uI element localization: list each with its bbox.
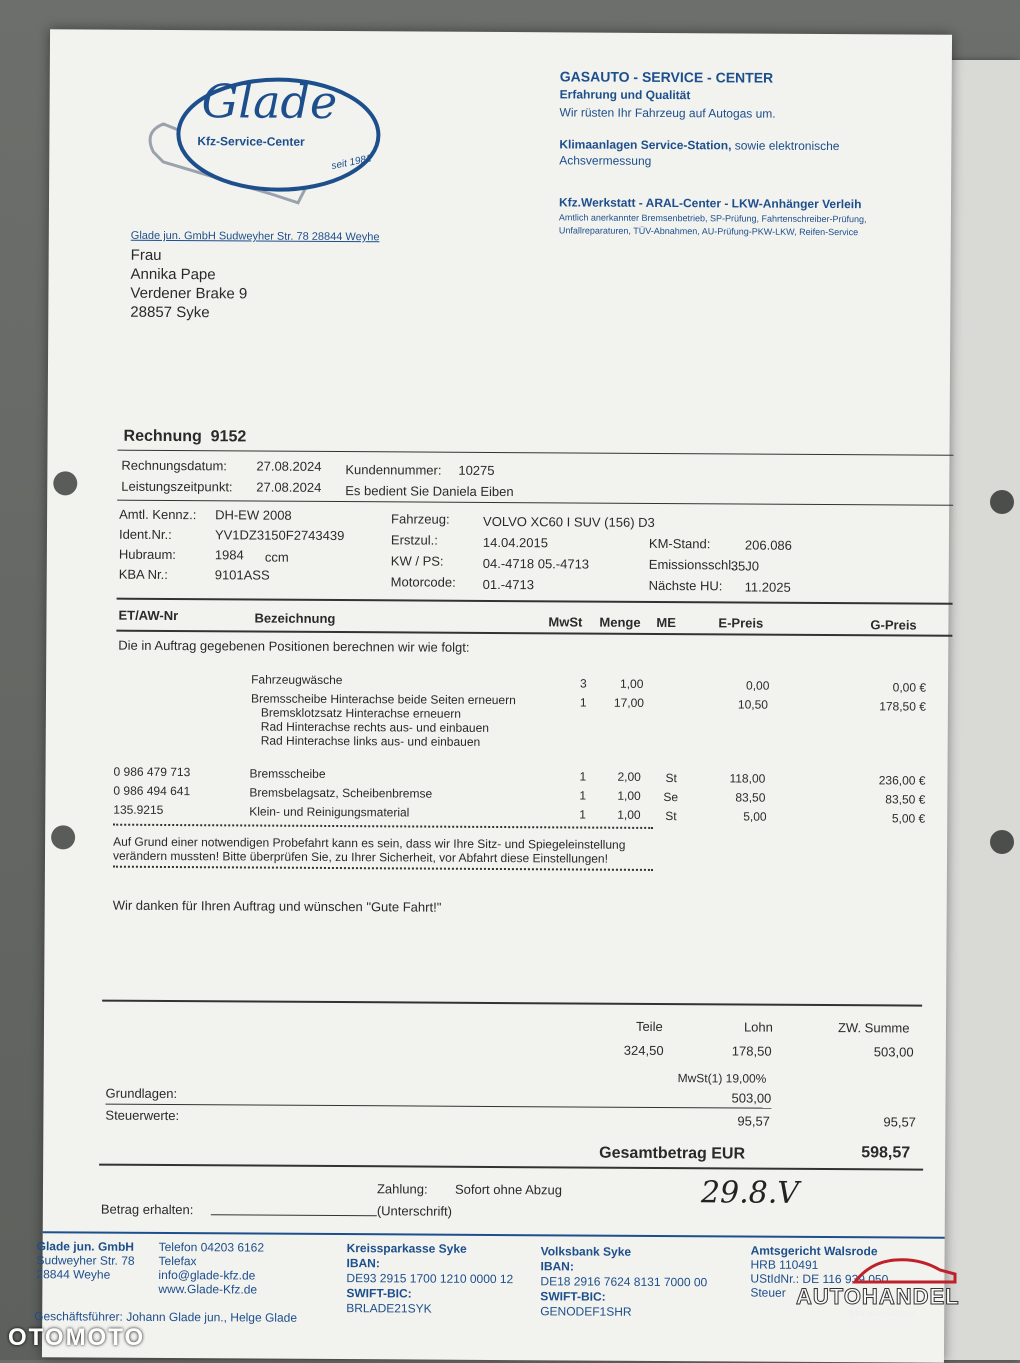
court-hrb: HRB 110491 bbox=[750, 1257, 819, 1272]
plate-label: Amtl. Kennz.: bbox=[119, 506, 197, 523]
logo-name: Glade bbox=[201, 74, 338, 130]
row-subline: Bremsklotzsatz Hinterachse erneuern bbox=[260, 705, 462, 721]
emission-label: Emissionsschl.: bbox=[648, 556, 739, 573]
footer-company-name: Glade jun. GmbH bbox=[36, 1239, 135, 1254]
notice-line2: verändern mussten! Bitte überprüfen Sie, zu Ihrer Sicherheit, vor Abfahrt diese Einstellungen! bbox=[112, 848, 609, 866]
km-label: KM-Stand: bbox=[648, 535, 711, 552]
footer-management: Geschäftsführer: Johann Glade jun., Helge Glade bbox=[34, 1309, 298, 1325]
invoice-date: 27.08.2024 bbox=[256, 458, 322, 474]
footer-fax: Telefax bbox=[158, 1253, 197, 1269]
invoice-title: Rechnung 9152 bbox=[123, 427, 247, 446]
engine: 01.-4713 bbox=[482, 576, 535, 593]
background-sheet bbox=[940, 60, 1020, 1360]
row-gp: 178,50 € bbox=[879, 699, 926, 714]
header-line6: Amtlich anerkannter Bremsenbetrieb, SP-Prüfung, Fahrtenschreiber-Prüfung, bbox=[558, 212, 867, 225]
bank1-bic: BRLADE21SYK bbox=[346, 1301, 432, 1316]
cc-label: Hubraum: bbox=[118, 546, 176, 563]
total-label: Gesamtbetrag EUR bbox=[599, 1144, 746, 1163]
row-gp: 83,50 € bbox=[885, 792, 926, 807]
cc: 1984 bbox=[214, 547, 244, 563]
row-nr: 135.9215 bbox=[113, 802, 164, 817]
hu-label: Nächste HU: bbox=[648, 577, 723, 594]
row-nr: 0 986 494 641 bbox=[113, 783, 191, 799]
col-mwst: MwSt bbox=[548, 614, 583, 630]
footer-company-city: 28844 Weyhe bbox=[36, 1267, 111, 1282]
cc-unit: ccm bbox=[264, 549, 289, 565]
kw-label: KW / PS: bbox=[390, 553, 444, 569]
bank2-bic-label: SWIFT-BIC: bbox=[540, 1289, 606, 1304]
plate: DH-EW 2008 bbox=[215, 507, 292, 523]
row-desc: Bremsscheibe Hinterachse beide Seiten erneuern bbox=[250, 691, 516, 708]
table-intro: Die in Auftrag gegebenen Positionen berechnen wir wie folgt: bbox=[118, 637, 470, 655]
row-mwst: 1 bbox=[579, 788, 587, 803]
reg-label: Erstzul.: bbox=[390, 532, 438, 548]
zw-value: 503,00 bbox=[873, 1044, 914, 1060]
row-gp: 236,00 € bbox=[878, 773, 926, 788]
row-gp: 5,00 € bbox=[891, 811, 926, 826]
km: 206.086 bbox=[744, 537, 792, 553]
row-mwst: 3 bbox=[580, 676, 587, 691]
kw: 04.-4718 05.-4713 bbox=[482, 555, 590, 572]
payment-terms: Sofort ohne Abzug bbox=[454, 1181, 563, 1198]
customer-no: 10275 bbox=[458, 462, 495, 478]
recipient-block bbox=[130, 246, 247, 323]
payment-label: Zahlung: bbox=[376, 1181, 428, 1197]
service-date: 27.08.2024 bbox=[256, 479, 322, 495]
lohn-value: 178,50 bbox=[731, 1043, 772, 1059]
row-qty: 1,00 bbox=[617, 807, 641, 822]
steuer-total: 95,57 bbox=[883, 1114, 916, 1130]
court-vat: UStIdNr.: DE 116 939 050 bbox=[750, 1271, 889, 1287]
bank1-iban: DE93 2915 1700 1210 0000 12 bbox=[346, 1271, 514, 1287]
punch-hole bbox=[53, 471, 77, 495]
customer-label: Kundennummer: bbox=[345, 462, 442, 478]
row-gp: 0,00 € bbox=[892, 680, 927, 695]
footer-bank2 bbox=[540, 1244, 707, 1320]
hu: 11.2025 bbox=[744, 579, 791, 595]
teile-label: Teile bbox=[635, 1018, 663, 1035]
court-tax: Steuer bbox=[750, 1285, 786, 1300]
bank2-name: Volksbank Syke bbox=[540, 1244, 632, 1259]
header-line1: Erfahrung und Qualität bbox=[559, 87, 691, 103]
header-line5: Kfz.Werkstatt - ARAL-Center - LKW-Anhänger Verleih bbox=[558, 195, 862, 212]
engine-label: Motorcode: bbox=[390, 574, 456, 590]
recipient-street: Verdener Brake 9 bbox=[130, 284, 248, 303]
bank2-iban-label: IBAN: bbox=[540, 1259, 574, 1274]
mwst-label: MwSt(1) 19,00% bbox=[677, 1071, 767, 1086]
signature-label: (Unterschrift) bbox=[376, 1203, 453, 1219]
row-me: Se bbox=[663, 790, 679, 805]
row-subline: Rad Hinterachse links aus- und einbauen bbox=[260, 733, 481, 749]
autohandel-sub: Mariusz Gajowy bbox=[850, 1308, 915, 1318]
notice-line1: Auf Grund einer notwendigen Probefahrt kann es sein, dass wir Ihre Sitz- und Spiegeleinstellung bbox=[113, 834, 626, 852]
lohn-label: Lohn bbox=[743, 1019, 773, 1035]
received-label: Betrag erhalten: bbox=[100, 1201, 194, 1218]
kba: 9101ASS bbox=[214, 567, 270, 583]
otomoto-watermark: OTOMOTO bbox=[8, 1324, 146, 1351]
model-label: Fahrzeug: bbox=[391, 511, 450, 527]
row-mwst: 1 bbox=[579, 769, 587, 784]
bank1-iban-label: IBAN: bbox=[346, 1256, 380, 1271]
served-by: Es bedient Sie Daniela Eiben bbox=[345, 483, 514, 500]
header-title: GASAUTO - SERVICE - CENTER bbox=[559, 68, 774, 86]
footer-phone: Telefon 04203 6162 bbox=[158, 1239, 265, 1255]
row-qty: 2,00 bbox=[617, 769, 641, 784]
total-value: 598,57 bbox=[861, 1144, 911, 1162]
teile-value: 324,50 bbox=[623, 1042, 664, 1059]
col-desc: Bezeichnung bbox=[254, 610, 336, 627]
row-ep: 0,00 bbox=[746, 678, 770, 693]
footer-contact bbox=[158, 1240, 264, 1297]
bank1-bic-label: SWIFT-BIC: bbox=[346, 1286, 412, 1301]
grund-value: 503,00 bbox=[731, 1090, 772, 1106]
service-date-label: Leistungszeitpunkt: bbox=[121, 478, 233, 495]
col-ep: E-Preis bbox=[718, 615, 764, 631]
reg: 14.04.2015 bbox=[482, 534, 549, 551]
recipient-salutation: Frau bbox=[130, 246, 162, 264]
handwritten-date: 29.8.V bbox=[700, 1175, 800, 1211]
row-subline: Rad Hinterachse rechts aus- und einbauen bbox=[260, 719, 489, 735]
header-line2: Wir rüsten Ihr Fahrzeug auf Autogas um. bbox=[559, 105, 776, 121]
punch-hole bbox=[990, 490, 1014, 514]
header-line7: Unfallreparaturen, TÜV-Abnahmen, AU-Prüfung-PKW-LKW, Reifen-Service bbox=[558, 225, 859, 238]
recipient-city: 28857 Syke bbox=[130, 303, 210, 322]
footer-company-street: Sudweyher Str. 78 bbox=[36, 1253, 135, 1268]
row-qty: 1,00 bbox=[620, 676, 644, 691]
court-name: Amtsgericht Walsrode bbox=[750, 1243, 878, 1259]
autohandel-watermark: AUTOHANDEL bbox=[796, 1284, 960, 1309]
invoice-sheet bbox=[34, 29, 952, 1362]
col-nr: ET/AW-Nr bbox=[118, 607, 179, 624]
row-desc: Bremsscheibe bbox=[249, 766, 326, 781]
row-ep: 118,00 bbox=[729, 771, 766, 786]
recipient-name: Annika Pape bbox=[130, 265, 216, 284]
footer-bank1 bbox=[346, 1241, 513, 1317]
steuer-value: 95,57 bbox=[737, 1113, 771, 1129]
col-qty: Menge bbox=[599, 614, 641, 630]
logo-since: seit 1981 bbox=[330, 153, 373, 173]
grund-label: Grundlagen: bbox=[105, 1085, 178, 1102]
footer-company bbox=[36, 1239, 134, 1282]
row-nr: 0 986 479 713 bbox=[113, 764, 191, 780]
invoice-date-label: Rechnungsdatum: bbox=[121, 457, 227, 474]
row-qty: 17,00 bbox=[613, 695, 645, 710]
row-ep: 5,00 bbox=[743, 809, 767, 824]
header-line3: Klimaanlagen Service-Station, sowie elektronische bbox=[559, 137, 840, 154]
logo-subtitle: Kfz-Service-Center bbox=[197, 134, 305, 149]
row-desc: Klein- und Reinigungsmaterial bbox=[249, 804, 410, 820]
footer-email: info@glade-kfz.de bbox=[158, 1267, 256, 1283]
vin-label: Ident.Nr.: bbox=[118, 526, 172, 543]
bank1-name: Kreissparkasse Syke bbox=[346, 1241, 467, 1256]
model: VOLVO XC60 I SUV (156) D3 bbox=[483, 513, 655, 530]
punch-hole bbox=[990, 830, 1014, 854]
emission: 35J0 bbox=[730, 558, 760, 574]
vin: YV1DZ3150F2743439 bbox=[214, 527, 345, 544]
row-ep: 10,50 bbox=[737, 697, 769, 712]
row-mwst: 1 bbox=[579, 695, 587, 710]
footer-web: www.Glade-Kfz.de bbox=[158, 1281, 258, 1297]
row-desc: Fahrzeugwäsche bbox=[251, 672, 343, 688]
row-me: St bbox=[665, 771, 677, 786]
steuer-label: Steuerwerte: bbox=[105, 1107, 180, 1124]
row-me: St bbox=[665, 809, 677, 824]
col-me: ME bbox=[656, 614, 676, 631]
zw-label: ZW. Summe bbox=[837, 1020, 910, 1036]
bank2-bic: GENODEF1SHR bbox=[540, 1304, 632, 1319]
sender-line: Glade jun. GmbH Sudweyher Str. 78 28844 Weyhe bbox=[130, 229, 380, 244]
bank2-iban: DE18 2916 7624 8131 7000 00 bbox=[540, 1274, 708, 1290]
col-gp: G-Preis bbox=[870, 617, 917, 633]
row-desc: Bremsbelagsatz, Scheibenbremse bbox=[249, 785, 433, 801]
row-ep: 83,50 bbox=[735, 790, 766, 805]
row-qty: 1,00 bbox=[617, 788, 641, 803]
kba-label: KBA Nr.: bbox=[118, 566, 168, 582]
row-mwst: 1 bbox=[579, 807, 587, 822]
punch-hole bbox=[51, 825, 75, 849]
thanks-line: Wir danken für Ihren Auftrag und wünschen "Gute Fahrt!" bbox=[112, 897, 442, 915]
header-line4: Achsvermessung bbox=[559, 153, 652, 168]
